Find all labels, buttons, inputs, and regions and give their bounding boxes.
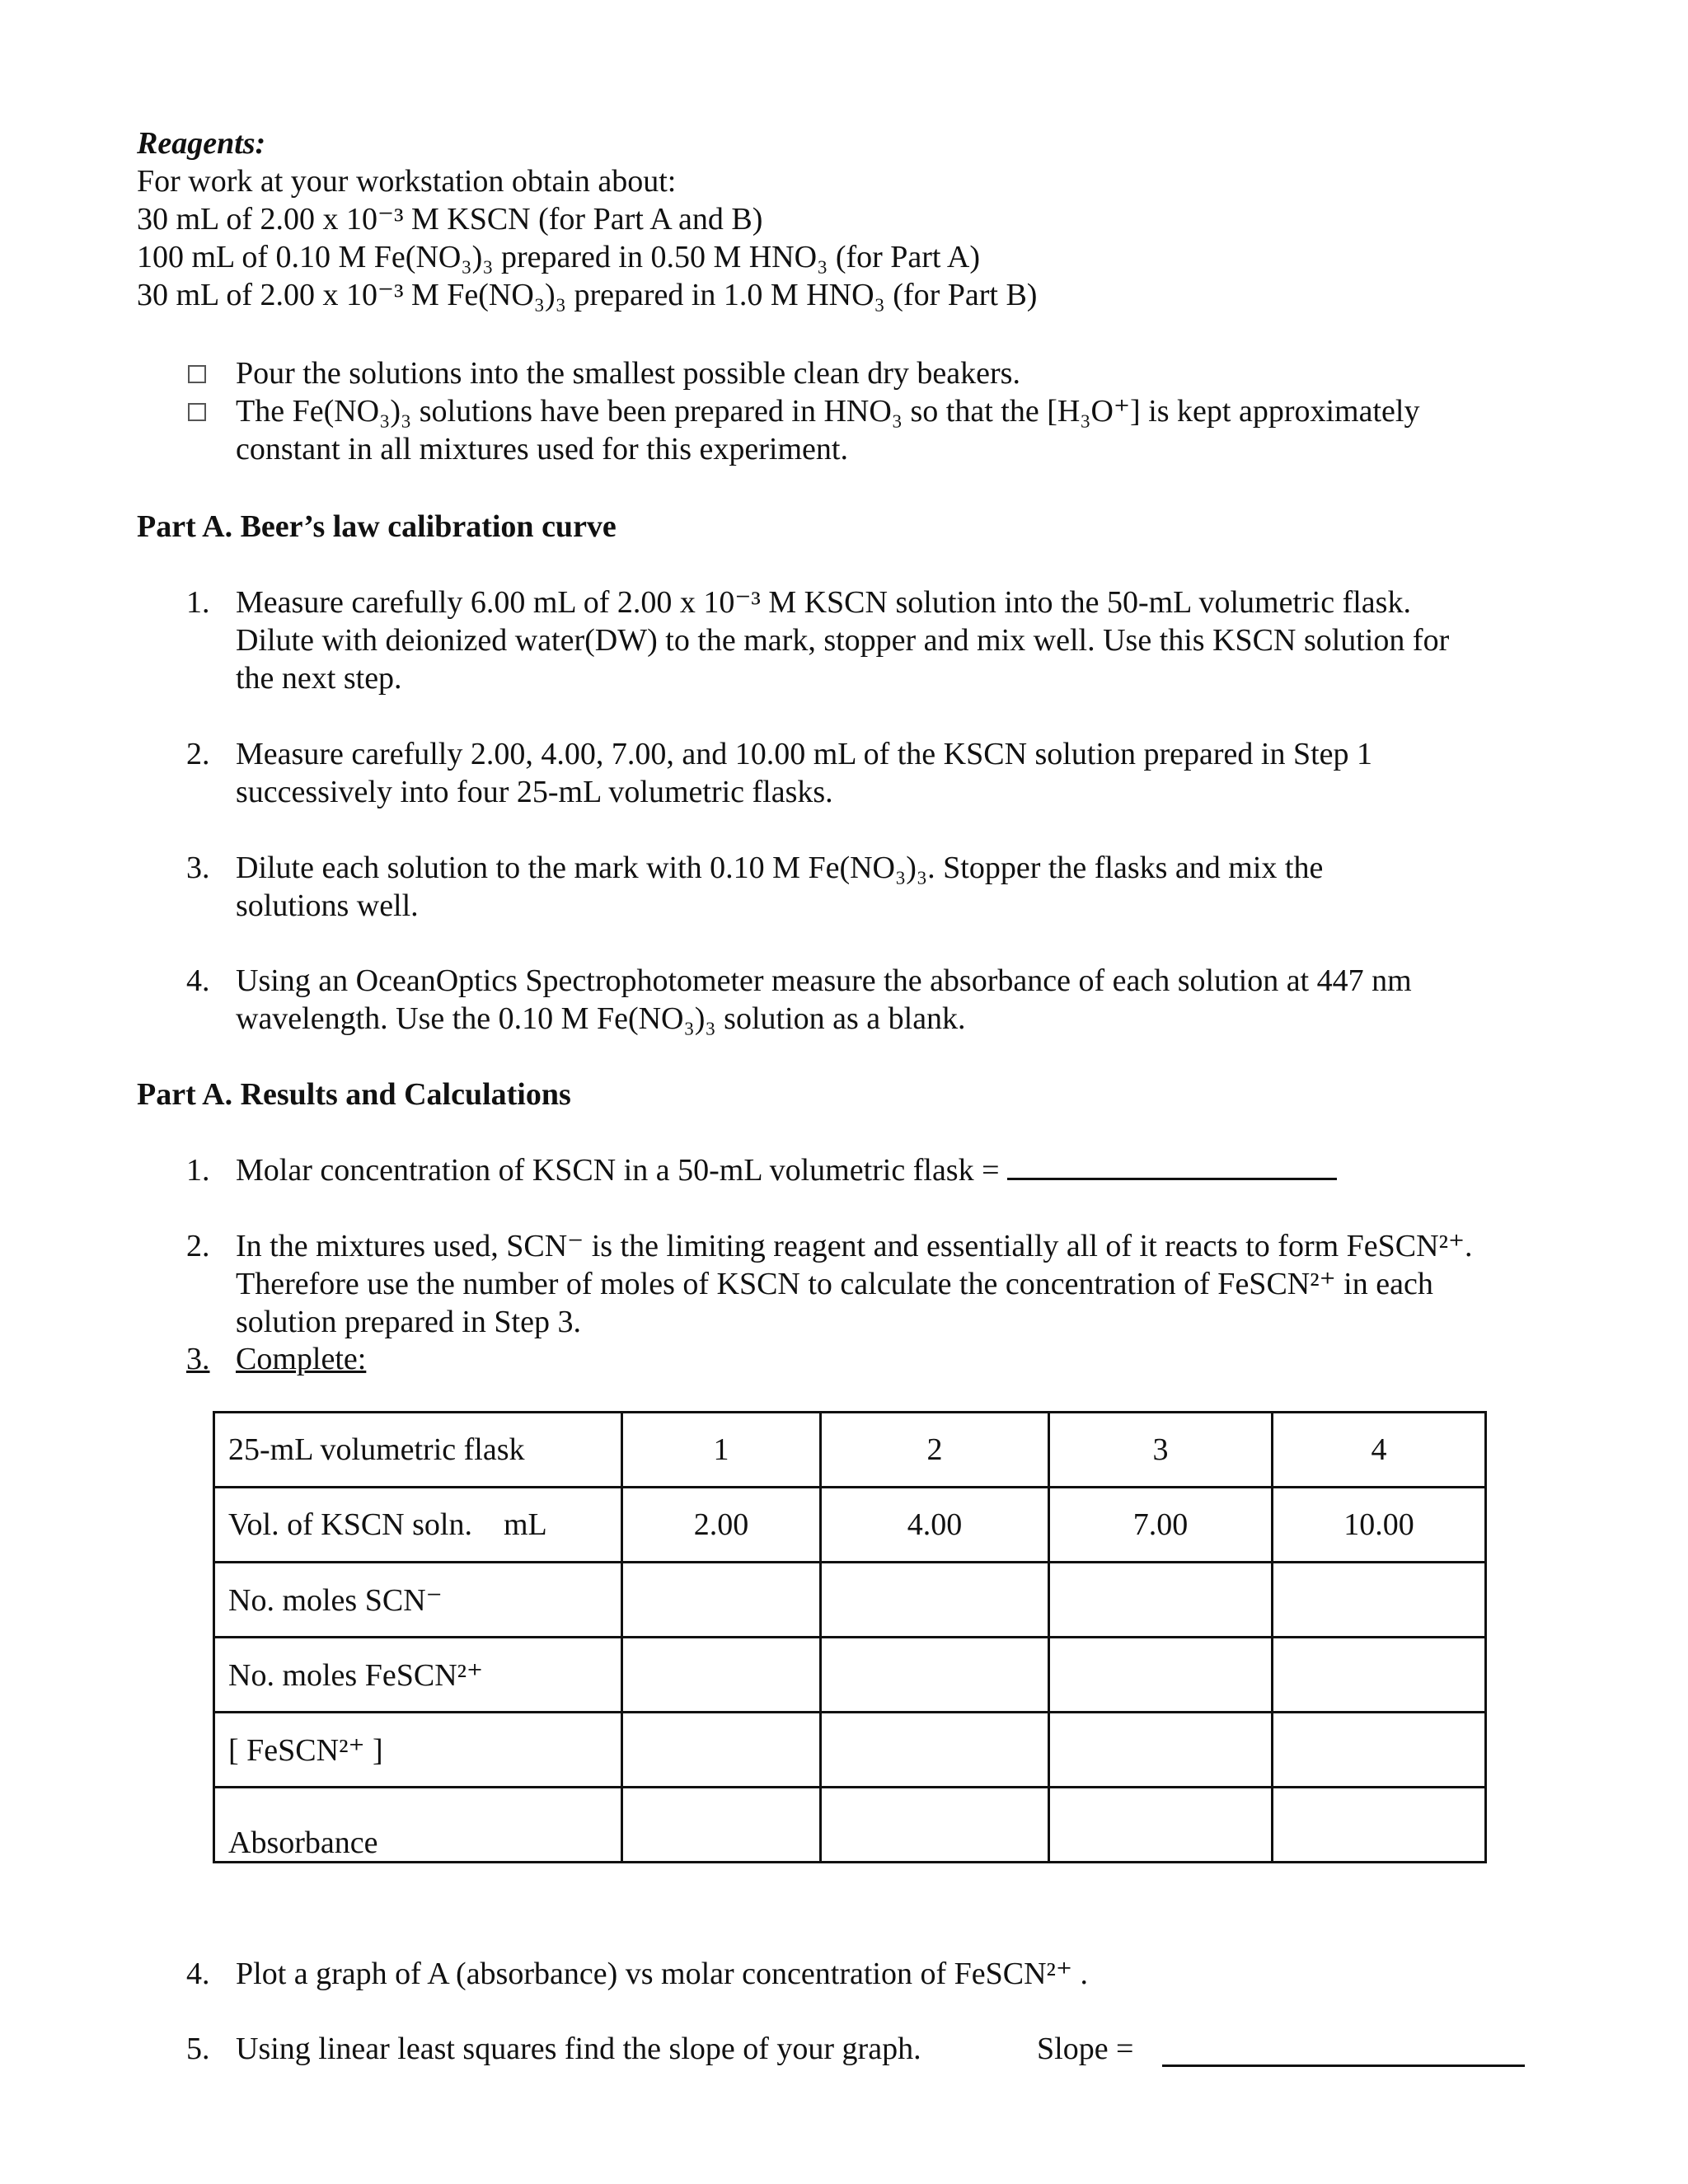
result-line: Therefore use the number of moles of KSCN to calculate the concentration of FeSCN²⁺ in each bbox=[236, 1267, 1433, 1301]
checkbox-icon bbox=[188, 365, 206, 383]
row-label: No. moles SCN⁻ bbox=[214, 1563, 622, 1638]
step-item bbox=[236, 583, 1449, 697]
result-number: 2. bbox=[186, 1229, 210, 1263]
table-cell[interactable] bbox=[821, 1788, 1049, 1863]
table-cell[interactable] bbox=[1049, 1563, 1273, 1638]
table-cell[interactable] bbox=[1273, 1713, 1486, 1788]
result-number: 4. bbox=[186, 1957, 210, 1991]
step-number: 1. bbox=[186, 585, 210, 620]
table-cell: 4.00 bbox=[821, 1488, 1049, 1563]
checkbox-icon bbox=[188, 403, 206, 421]
table-cell[interactable] bbox=[1273, 1638, 1486, 1713]
step-line: the next step. bbox=[236, 661, 402, 696]
table-cell: 7.00 bbox=[1049, 1488, 1273, 1563]
step-item bbox=[236, 962, 1412, 1038]
result-item bbox=[236, 1227, 1473, 1341]
table-cell[interactable] bbox=[821, 1713, 1049, 1788]
step-number: 4. bbox=[186, 963, 210, 998]
result-item bbox=[236, 1955, 1088, 1993]
reagents-intro: For work at your workstation obtain about: bbox=[137, 164, 677, 199]
step-line: Measure carefully 6.00 mL of 2.00 x 10⁻³ M KSCN solution into the 50-mL volumetric flask. bbox=[236, 585, 1411, 620]
table-row bbox=[214, 1713, 1486, 1788]
result-item bbox=[236, 2030, 921, 2068]
table-cell: 2 bbox=[821, 1413, 1049, 1488]
table-cell[interactable] bbox=[1273, 1788, 1486, 1863]
reagent-line: 30 mL of 2.00 x 10⁻³ M Fe(NO₃)₃ prepared in 1.0 M HNO₃ (for Part B) bbox=[137, 278, 1038, 312]
step-line: wavelength. Use the 0.10 M Fe(NO₃)₃ solution as a blank. bbox=[236, 1001, 966, 1036]
row-label: 25-mL volumetric flask bbox=[214, 1413, 622, 1488]
table-row bbox=[214, 1413, 1486, 1488]
step-line: Using an OceanOptics Spectrophotometer measure the absorbance of each solution at 447 nm bbox=[236, 963, 1412, 998]
note-item bbox=[236, 392, 1419, 468]
step-line: Dilute with deionized water(DW) to the mark, stopper and mix well. Use this KSCN solution for bbox=[236, 623, 1450, 658]
table-cell[interactable] bbox=[821, 1638, 1049, 1713]
result-line: Molar concentration of KSCN in a 50-mL volumetric flask = bbox=[236, 1153, 1000, 1188]
row-label: Absorbance bbox=[214, 1788, 622, 1863]
table-row bbox=[214, 1638, 1486, 1713]
result-line: Using linear least squares find the slope of your graph. bbox=[236, 2032, 921, 2066]
data-table bbox=[213, 1411, 1487, 1863]
result-number: 1. bbox=[186, 1153, 210, 1188]
note-line: Pour the solutions into the smallest possible clean dry beakers. bbox=[236, 356, 1020, 391]
step-item bbox=[236, 849, 1323, 925]
result-line: Complete: bbox=[236, 1342, 367, 1376]
table-row bbox=[214, 1788, 1486, 1863]
result-line: Plot a graph of A (absorbance) vs molar concentration of FeSCN²⁺ . bbox=[236, 1957, 1088, 1991]
reagents-title: Reagents: bbox=[137, 126, 266, 161]
reagent-line: 100 mL of 0.10 M Fe(NO₃)₃ prepared in 0.50 M HNO₃ (for Part A) bbox=[137, 240, 980, 274]
note-line: constant in all mixtures used for this experiment. bbox=[236, 432, 848, 466]
table-cell[interactable] bbox=[821, 1563, 1049, 1638]
table-row bbox=[214, 1563, 1486, 1638]
step-line: Dilute each solution to the mark with 0.10 M Fe(NO₃)₃. Stopper the flasks and mix the bbox=[236, 851, 1324, 885]
table-cell: 4 bbox=[1273, 1413, 1486, 1488]
reagent-line: 30 mL of 2.00 x 10⁻³ M KSCN (for Part A and B) bbox=[137, 202, 763, 237]
table-cell[interactable] bbox=[1049, 1788, 1273, 1863]
table-cell[interactable] bbox=[622, 1788, 821, 1863]
results-heading: Part A. Results and Calculations bbox=[137, 1077, 571, 1112]
note-item bbox=[236, 354, 1020, 392]
row-label: Vol. of KSCN soln. mL bbox=[214, 1488, 622, 1563]
table-row bbox=[214, 1488, 1486, 1563]
table-cell[interactable] bbox=[1273, 1563, 1486, 1638]
table-cell: 1 bbox=[622, 1413, 821, 1488]
step-number: 3. bbox=[186, 851, 210, 885]
slope-blank[interactable] bbox=[1162, 2040, 1525, 2067]
result-line: In the mixtures used, SCN⁻ is the limiting reagent and essentially all of it reacts to form FeSCN²⁺. bbox=[236, 1229, 1473, 1263]
table-cell[interactable] bbox=[1049, 1713, 1273, 1788]
step-line: successively into four 25-mL volumetric flasks. bbox=[236, 775, 833, 809]
slope-label: Slope = bbox=[1037, 2032, 1134, 2066]
table-cell: 2.00 bbox=[622, 1488, 821, 1563]
table-cell[interactable] bbox=[622, 1638, 821, 1713]
step-line: solutions well. bbox=[236, 888, 419, 923]
table-cell[interactable] bbox=[622, 1563, 821, 1638]
table-cell[interactable] bbox=[1049, 1638, 1273, 1713]
result-number: 5. bbox=[186, 2032, 210, 2066]
row-label: [ FeSCN²⁺ ] bbox=[214, 1713, 622, 1788]
table-cell[interactable] bbox=[622, 1713, 821, 1788]
row-label: No. moles FeSCN²⁺ bbox=[214, 1638, 622, 1713]
step-item bbox=[236, 735, 1372, 811]
step-line: Measure carefully 2.00, 4.00, 7.00, and 10.00 mL of the KSCN solution prepared in Step 1 bbox=[236, 737, 1373, 771]
table-cell: 3 bbox=[1049, 1413, 1273, 1488]
result-line: solution prepared in Step 3. bbox=[236, 1305, 581, 1339]
note-line: The Fe(NO₃)₃ solutions have been prepared in HNO₃ so that the [H₃O⁺] is kept approximately bbox=[236, 394, 1420, 429]
result-number: 3. bbox=[186, 1342, 210, 1376]
step-number: 2. bbox=[186, 737, 210, 771]
answer-blank[interactable] bbox=[1007, 1153, 1337, 1180]
table-cell: 10.00 bbox=[1273, 1488, 1486, 1563]
result-item bbox=[236, 1151, 1337, 1189]
result-item bbox=[236, 1340, 366, 1378]
part-a-heading: Part A. Beer’s law calibration curve bbox=[137, 509, 617, 544]
